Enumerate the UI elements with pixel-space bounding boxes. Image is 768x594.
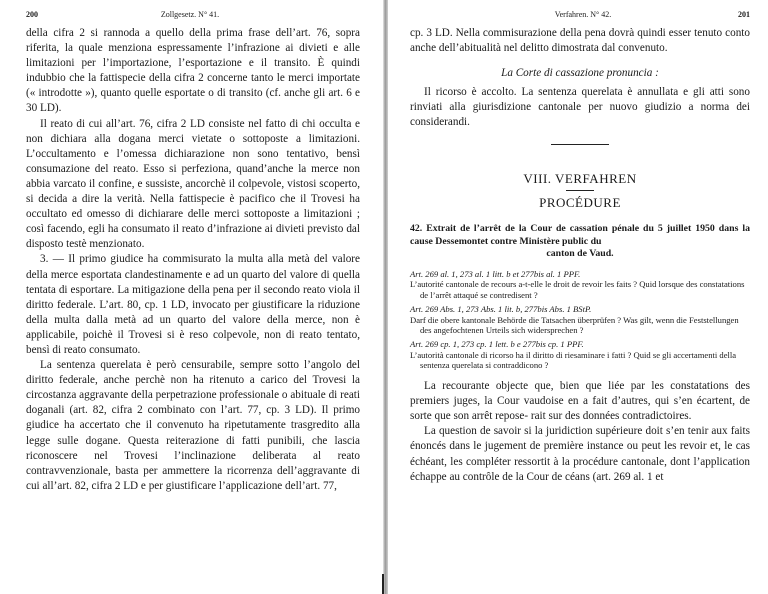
regeste-question: L’autorità cantonale di ricorso ha il diritto di riesaminare i fatti ? Quid se gli accertamenti della sentenza querelata si contraddicono ?	[410, 349, 737, 371]
right-page-number: 201	[737, 10, 750, 19]
paragraph: cp. 3 LD. Nella commisurazione della pena dovrà quindi esser tenuto conto anche dell’abitualità nel delitto dimostrata dal convenuto.	[410, 27, 750, 55]
divider	[551, 144, 609, 145]
regeste-de	[410, 304, 750, 335]
court-pronouncement: La Corte di cassazione pronuncia :	[501, 67, 659, 80]
regeste-question: Darf die obere kantonale Behörde die Tatsachen überprüfen ? Was gilt, wenn die Feststellungen des angefochtenen Urteils sich widersprechen ?	[410, 314, 739, 335]
right-running-head	[410, 10, 750, 20]
paragraph: La recourante objecte que, bien que liée par les constatations des premiers juges, la Cour vaudoise en a fait d’autres, qui s’en écartent, de sorte que son arrêt repose- rait sur des données contradictoires.	[410, 379, 750, 423]
paragraph: Il ricorso è accolto. La sentenza querelata è annullata e gli atti sono rinviati alla giurisdizione cantonale per nuovo giudizio a norma dei considerandi.	[410, 86, 750, 129]
right-page	[388, 0, 768, 594]
left-running-head	[26, 10, 360, 20]
gutter-mark	[382, 574, 384, 594]
decision-heading-main: 42. Extrait de l’arrêt de la Cour de cassation pénale du 5 juillet 1950 dans la cause Dessemontet contre Ministère public du	[410, 223, 750, 247]
regeste-fr	[410, 269, 750, 300]
paragraph: La question de savoir si la juridiction supérieure doit s’en tenir aux faits énoncés dans le jugement de première instance ou peut les revoir et, le cas échéant, les compléter ressortit à la procédure cantonale, dont l’application échappe au contrôle de la Cour de céans (art. 269 al. 1 et	[410, 425, 750, 483]
paragraph: della cifra 2 si rannoda a quello della prima frase dell’art. 76, sopra riferita, la quale menziona espressamente l’infrazione ai divieti e alle limitazioni per l’importazione, l’esportazione e il transito. È quindi indubbio che la fattispecie della cifra 2 concerne tanto le merci importate (« introdotte »), quanto quelle esportate o di transito (cf. anche gli art. 6 e 30 LD).	[26, 27, 360, 115]
decision-heading	[410, 223, 750, 261]
left-page-number: 200	[26, 10, 38, 19]
regeste-reference: Art. 269 cp. 1, 273 cp. 1 lett. b e 277bis cp. 1 PPF.	[410, 339, 584, 350]
section-title-de: VIII. VERFAHREN	[523, 171, 637, 187]
operative-part	[410, 85, 750, 130]
regeste-it	[410, 339, 750, 370]
regeste-reference: Art. 269 al. 1, 273 al. 1 litt. b et 277bis al. 1 PPF.	[410, 268, 581, 279]
section-title-fr: PROCÉDURE	[539, 195, 621, 211]
regeste-question: L’autorité cantonale de recours a-t-elle le droit de revoir les faits ? Quid lorsque des constatations de l’arrêt attaqué se contredisent ?	[410, 279, 745, 300]
right-body-text	[410, 26, 750, 56]
decision-heading-end: canton de Vaud.	[546, 248, 614, 260]
paragraph: La sentenza querelata è però censurabile, sempre sotto l’angolo del diritto federale, anche perchè non ha ritenuto a carico del Trovesi la circostanza aggravante della perpetrazione professionale o abituale di reati doganali (art. 82, cifra 2 combinato con l’art. 77, cp. 3 LD). Il primo giudice ha accertato che il convenuto ha ripetutamente trasgredito alla legge sulle dogane. Questa reiterazione di fatti punibili, che lascia riconoscere nel Trovesi l’inclinazione deliberata al reato contravvenzionale, basta per ammettere la ricorrenza dell’aggravante di cui all’art. 82, cifra 2 LD e per giustificare l’applicazione dell’art. 77,	[26, 359, 360, 492]
left-body-text	[26, 26, 360, 494]
regeste-reference: Art. 269 Abs. 1, 273 Abs. 1 lit. b, 277bis Abs. 1 BStP.	[410, 304, 592, 315]
divider	[566, 190, 594, 191]
paragraph: 3. — Il primo giudice ha commisurato la multa alla metà del valore della merce esportata clandestinamente e ad un quarto del valore di quella tentata di esportare. La mitigazione della pena per il secondo reato viola il diritto federale. L’art. 80, cp. 1 LD, invocato per giustificare la riduzione della multa dalla metà ad un quarto del valore della merce, non è applicabile, poichè il Trovesi si è reso colpevole, non di reato tentato, bensì di reato consumato.	[26, 253, 360, 356]
paragraph: Il reato di cui all’art. 76, cifra 2 LD consiste nel fatto di chi occulta e non dichiara alla dogana merci vietate o sottoposte a limitazioni. L’occultamento e l’omessa dichiarazione non sono tentativo, bensì consumazione del reato. Esso si perfeziona, quand’anche la merce non abbia varcato il confine, e sussiste, ancorchè il colpevole, vistosi scoperto, si decida a dire la verità. Nella fattispecie è pacifico che il Trovesi ha occultato ed omesso di dichiarare delle merci sottoposte a limitazioni ; così facendo, egli ha consumato il reato d’infrazione ai divieti previsto dal disposto testè menzionato.	[26, 117, 360, 251]
left-running-title: Zollgesetz. N° 41.	[160, 10, 220, 19]
right-body-text-fr	[410, 379, 750, 485]
right-running-title: Verfahren. N° 42.	[554, 10, 612, 19]
